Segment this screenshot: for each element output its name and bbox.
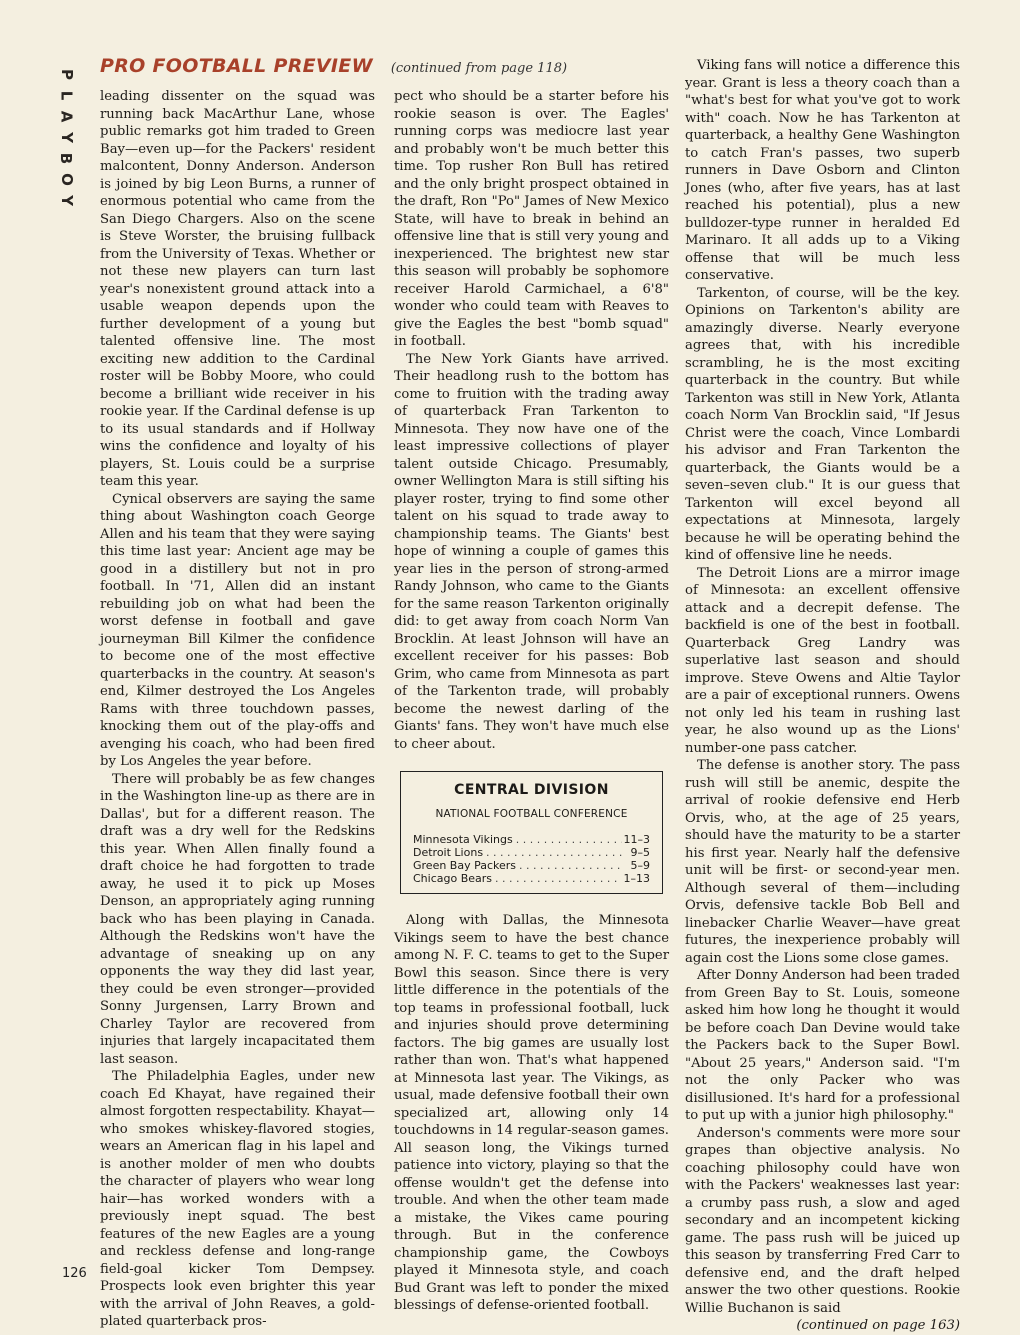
team-record: 5–9 bbox=[630, 859, 650, 872]
logo-letter: B bbox=[57, 152, 76, 165]
standing-row bbox=[413, 872, 650, 885]
standing-row bbox=[413, 859, 650, 872]
logo-letter: Y bbox=[57, 195, 76, 206]
standings-list bbox=[413, 833, 650, 885]
logo-letter: Y bbox=[57, 132, 76, 143]
paragraph: Along with Dallas, the Minnesota Vikings seem to have the best chance among N. F. C. teams to get to the Super Bowl this season. Since there is very little difference in the potentials of the top teams in professional football, luck and injuries should prove determining factors. The big games are usually lost rather than won. That's what happened at Minnesota last year. The Vikings, as usual, made defensive football their own specialized art, allowing only 14 touchdowns in 14 regular-season games. All season long, the Vikings turned patience into victory, playing so that the offense wouldn't get the defense into trouble. And when the other team made a mistake, the Vikes came pouring through. But in the conference championship game, the Cowboys played it Minnesota style, and coach Bud Grant was left to ponder the mixed blessings of defense-oriented football. bbox=[394, 913, 669, 1313]
standing-row bbox=[413, 833, 650, 846]
team-name: Detroit Lions bbox=[413, 846, 484, 859]
continued-on-note: (continued on page 163) bbox=[796, 1318, 960, 1333]
paragraph: After Donny Anderson had been traded from Green Bay to St. Louis, someone asked him how long he thought it would be before coach Dan Devine would take the Packers back to the Super Bowl. "About 25 years," Anderson said. "I'm not the only Packer who was disillusioned. It's hard for a professional to put up with a junior high philosophy." bbox=[685, 968, 960, 1123]
column-3 bbox=[685, 57, 960, 1333]
paragraph: leading dissenter on the squad was running back MacArthur Lane, whose public remarks got him traded to Green Bay—even up—for the Packers' resident malcontent, Donny Anderson. Anderson is joined by big Leon Burns, a runner of enormous potential who came from the San Diego Chargers. Also on the scene is Steve Worster, the bruising fullback from the University of Texas. Whether or not these new players can turn last year's nonexistent ground attack into a usable weapon depends upon the further development of a young but talented offensive line. The most exciting new addition to the Cardinal roster will be Bobby Moore, who could become a brilliant wide receiver in his rookie year. If the Cardinal defense is up to its usual standards and if Hollway wins the confidence and loyalty of his players, St. Louis could be a surprise team this year. bbox=[100, 89, 375, 489]
logo-letter: P bbox=[57, 69, 76, 80]
continued-from-note: (continued from page 118) bbox=[390, 61, 568, 76]
paragraph: Tarkenton, of course, will be the key. Opinions on Tarkenton's ability are amazingly diverse. Nearly everyone agrees that, with his incredible scrambling, he is the most exciting quarterback in the country. But while Tarkenton was still in New York, Atlanta coach Norm Van Brocklin said, "If Jesus Christ were the coach, Vince Lombardi his advisor and Fran Tarkenton the quarterback, the Giants would be a seven–seven club." It is our guess that Tarkenton will excel beyond all expectations at Minnesota, largely because he will be operating behind the kind of offensive line he needs. bbox=[685, 285, 960, 563]
dot-leader bbox=[492, 872, 622, 885]
article-header bbox=[100, 55, 620, 85]
team-record: 9–5 bbox=[630, 846, 650, 859]
page-number: 126 bbox=[62, 1266, 87, 1281]
team-name: Chicago Bears bbox=[413, 872, 493, 885]
logo-letter: O bbox=[57, 173, 76, 186]
paragraph: The defense is another story. The pass rush will still be anemic, despite the arrival of rookie defensive end Herb Orvis, who, at the age of 25 years, should have the maturity to be a starter his first year. Nearly half the defensive unit will be first- or second-year men. Although several of them—including Orvis, defensive tackle Bob Bell and linebacker Charlie Weaver—have great futures, the inexperience probably will again cost the Lions some close games. bbox=[685, 758, 960, 966]
magazine-logo-vertical bbox=[55, 64, 75, 211]
paragraph: Anderson's comments were more sour grapes than objective analysis. No coaching philosophy could have won with the Packers' weaknesses last year: a crumby pass rush, a slow and aged secondary and an incompetent kicking game. The pass rush will be juiced up this season by transferring Fred Carr to defensive end, and the draft helped answer the two other questions. Rookie Willie Buchanon is said bbox=[685, 1125, 960, 1316]
paragraph: The New York Giants have arrived. Their headlong rush to the bottom has come to fruition with the trading away of quarterback Fran Tarkenton to Minnesota. They now have one of the least impressive collections of player talent outside Chicago. Presumably, owner Wellington Mara is still sifting his player roster, trying to find some other talent on his squad to trade away to championship teams. The Giants' best hope of winning a couple of games this year lies in the person of strong-armed Randy Johnson, who came to the Giants for the same reason Tarkenton originally did: to get away from coach Norm Van Brocklin. At least Johnson will have an excellent receiver for his passes: Bob Grim, who came from Minnesota as part of the Tarkenton trade, will probably become the newest darling of the Giants' fans. They won't have much else to cheer about. bbox=[394, 351, 669, 752]
team-name: Minnesota Vikings bbox=[413, 833, 513, 846]
paragraph: Cynical observers are saying the same thing about Washington coach George Allen and his team that they were saying this time last year: Ancient age may be good in a distillery but not in pro football. In '71, Allen did an instant rebuilding job on what had been the worst defense in football and gave journeyman Bill Kilmer the confidence to become one of the most effective quarterbacks in the country. At season's end, Kilmer destroyed the Los Angeles Rams with three touchdown passes, knocking them out of the play-offs and avenging his coach, who had been fired by Los Angeles the year before. bbox=[100, 491, 375, 769]
team-name: Green Bay Packers bbox=[413, 859, 517, 872]
division-title: CENTRAL DIVISION bbox=[454, 782, 609, 798]
standing-row bbox=[413, 846, 650, 859]
team-record: 11–3 bbox=[623, 833, 650, 846]
dot-leader bbox=[516, 859, 622, 872]
paragraph: The Philadelphia Eagles, under new coach Ed Khayat, have regained their almost forgotten respectability. Khayat—who smokes whiskey-flavored stogies, wears an American flag in his lapel and is another molder of men who doubts the character of players who wear long hair—has worked wonders with a previously inept squad. The best features of the new Eagles are a young and reckless defense and long-range field-goal kicker Tom Dempsey. Prospects look even brighter this year with the arrival of John Reaves, a gold-plated quarterback pros- bbox=[100, 1069, 375, 1329]
dot-leader bbox=[483, 846, 622, 859]
paragraph: pect who should be a starter before his rookie season is over. The Eagles' running corps was mediocre last year and probably won't be much better this time. Top rusher Ron Bull has retired and the only bright prospect obtained in the draft, Ron "Po" James of New Mexico State, will have to break in behind an offensive line that is still very young and inexperienced. The brightest new star this season will probably be sophomore receiver Harold Carmichael, a 6'8" wonder who could team with Reaves to give the Eagles the best "bomb squad" in football. bbox=[394, 89, 669, 349]
paragraph: There will probably be as few changes in the Washington line-up as there are in Dallas', but for a different reason. The draft was a dry well for the Redskins this year. When Allen finally found a draft choice he had forgotten to trade away, he used it to pick up Moses Denson, an appropriately aging running back who has been playing in Canada. Although the Redskins won't have the advantage of sneaking up on any opponents the way they did last year, they could be even stronger—provided Sonny Jurgensen, Larry Brown and Charley Taylor are recovered from injuries that largely incapacitated them last season. bbox=[100, 771, 375, 1067]
logo-letter: L bbox=[57, 90, 76, 101]
column-2 bbox=[394, 88, 669, 1313]
column-1 bbox=[100, 88, 375, 1329]
paragraph: The Detroit Lions are a mirror image of Minnesota: an excellent offensive attack and a decrepit defense. The backfield is one of the best in football. Quarterback Greg Landry was superlative last season and should improve. Steve Owens and Altie Taylor are a pair of exceptional runners. Owens not only led his team in rushing last year, he also wound up as the Lions' number-one pass catcher. bbox=[685, 565, 960, 756]
dot-leader bbox=[513, 833, 622, 846]
team-record: 1–13 bbox=[623, 872, 650, 885]
division-standings-box bbox=[400, 771, 663, 894]
article-title: PRO FOOTBALL PREVIEW bbox=[100, 55, 373, 77]
paragraph: Viking fans will notice a difference this year. Grant is less a theory coach than a "what's best for what you've got to work with" coach. Now he has Tarkenton at quarterback, a healthy Gene Washington to catch Fran's passes, two superb runners in Dave Osborn and Clinton Jones (who, after five years, has at last reached his potential), plus a new bulldozer-type runner in heralded Ed Marinaro. It all adds up to a Viking offense that will be much less conservative. bbox=[685, 58, 960, 283]
logo-letter: A bbox=[57, 110, 76, 123]
conference-subtitle: NATIONAL FOOTBALL CONFERENCE bbox=[435, 807, 628, 820]
